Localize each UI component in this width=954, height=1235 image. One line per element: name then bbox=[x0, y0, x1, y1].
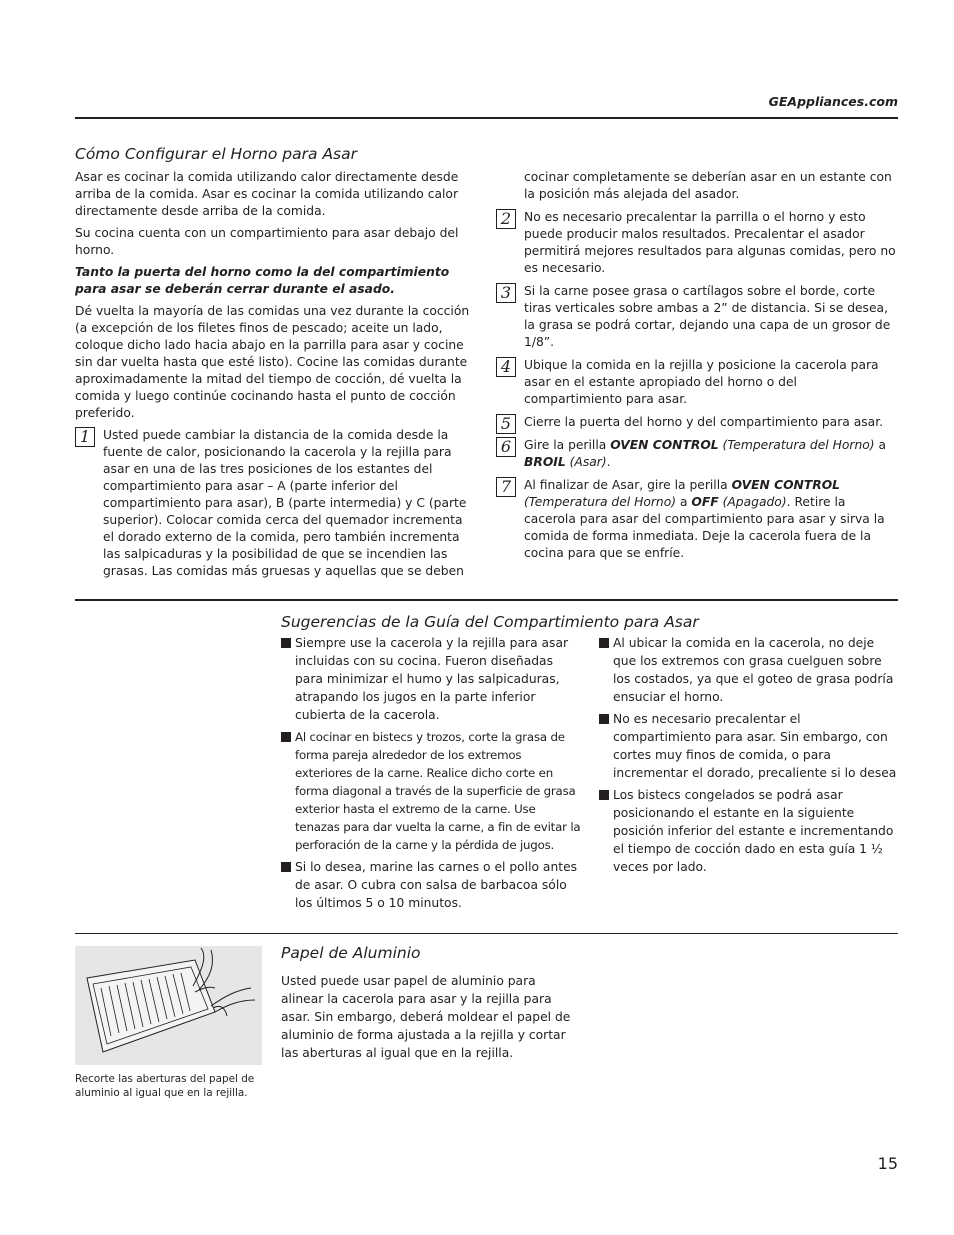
bullet-square-icon bbox=[281, 638, 291, 648]
step-3 bbox=[496, 283, 898, 351]
bullet-square-icon bbox=[599, 714, 609, 724]
step-text: Ubique la comida en la rejilla y posicione la cacerola para asar en el estante apropiado del horno o del compartimiento para asar. bbox=[524, 358, 879, 406]
setting-name: OFF bbox=[691, 495, 719, 509]
tip-item: Al ubicar la comida en la cacerola, no deje que los extremos con grasa cuelguen sobre los costados, ya que el goteo de grasa podría ensuciar el horno. bbox=[599, 634, 898, 706]
step-2 bbox=[496, 209, 898, 277]
foil-figure bbox=[75, 946, 262, 1065]
section-divider-thin bbox=[75, 933, 898, 934]
foil-pan-illustration-icon bbox=[75, 946, 262, 1065]
page-number: 15 bbox=[877, 1154, 898, 1173]
step-1-continued bbox=[496, 169, 898, 203]
step-text: No es necesario precalentar la parrilla o el horno y esto puede producir malos resultados. Precalentar el asador permitirá mejores resultados para algunas comidas, pero no es necesario. bbox=[524, 210, 896, 275]
step-number-icon: 1 bbox=[75, 427, 95, 447]
compartment-paragraph: Su cocina cuenta con un compartimiento para asar debajo del horno. bbox=[75, 226, 459, 257]
tips-right-column bbox=[599, 634, 898, 880]
step-number-icon: 7 bbox=[496, 477, 516, 497]
door-warning: Tanto la puerta del horno como la del compartimiento para asar se deberán cerrar durante el asado. bbox=[75, 265, 450, 296]
tips-left-column bbox=[281, 634, 581, 916]
broil-right-column bbox=[496, 169, 898, 568]
step-number-icon: 5 bbox=[496, 414, 516, 434]
step-7: 7 Al finalizar de Asar, gire la perilla OVEN CONTROL (Temperatura del Horno) a OFF (Apagado). Retire la cacerola para asar del compartimiento para asar y sirva la comida de forma inmediata. Deje la cacerola fuera de la cocina para que se enfríe. bbox=[496, 477, 898, 562]
section-title-broiling-tips: Sugerencias de la Guía del Compartimiento para Asar bbox=[281, 613, 699, 631]
figure-caption: Recorte las aberturas del papel de aluminio al igual que en la rejilla. bbox=[75, 1073, 255, 1099]
section-divider bbox=[75, 599, 898, 601]
step-text: Si la carne posee grasa o cartílagos sobre el borde, corte tiras verticales sobre ambas a 2” de distancia. Si se desea, la grasa se podrá cortar, dejando una capa de un grosor de 1/8”. bbox=[524, 284, 891, 349]
step-6: 6 Gire la perilla OVEN CONTROL (Temperatura del Horno) a BROIL (Asar). bbox=[496, 437, 898, 471]
step-4 bbox=[496, 357, 898, 408]
step-number-icon: 6 bbox=[496, 437, 516, 457]
intro-paragraph: Asar es cocinar la comida utilizando calor directamente desde arriba de la comida. Asar es cocinar la comida utilizando calor directamente desde arriba de la comida. bbox=[75, 170, 459, 218]
broil-left-column bbox=[75, 169, 475, 586]
tip-item: Los bistecs congelados se podrá asar posicionando el estante en la siguiente posición inferior del estante e incrementando el tiempo de cocción dado en esta guía 1 ½ veces por lado. bbox=[599, 786, 898, 876]
tip-item: No es necesario precalentar el compartimiento para asar. Sin embargo, con cortes muy finos de comida, o para incrementar el dorado, precaliente si lo desea bbox=[599, 710, 898, 782]
header-rule bbox=[75, 117, 898, 119]
section-title-broil-setup: Cómo Configurar el Horno para Asar bbox=[75, 145, 357, 163]
step-5 bbox=[496, 414, 898, 431]
section-title-aluminum-foil: Papel de Aluminio bbox=[281, 944, 421, 962]
knob-name: OVEN CONTROL bbox=[610, 438, 719, 452]
bullet-square-icon bbox=[281, 862, 291, 872]
step-text: Cierre la puerta del horno y del compartimiento para asar. bbox=[524, 415, 884, 429]
turning-paragraph: Dé vuelta la mayoría de las comidas una vez durante la cocción (a excepción de los filetes finos de pescado; aceite un lado, coloque dicho lado hacia abajo en la parrilla para asar y cocine sin dar vuelta hasta que esté listo). Cocine las comidas durante aproximadamente la mitad del tiempo de cocción, dé vuelta la comida y luego continúe cocinando hasta el punto de cocción preferido. bbox=[75, 304, 470, 420]
step-text: cocinar completamente se deberían asar en un estante con la posición más alejada del asador. bbox=[524, 170, 892, 201]
tip-item: Siempre use la cacerola y la rejilla para asar incluidas con su cocina. Fueron diseñadas para minimizar el humo y las salpicaduras, atrapando los jugos en la parte inferior cubierta de la cacerola. bbox=[281, 634, 581, 724]
step-number-icon: 3 bbox=[496, 283, 516, 303]
step-1 bbox=[75, 427, 475, 580]
step-number-icon: 2 bbox=[496, 209, 516, 229]
step-number-icon: 4 bbox=[496, 357, 516, 377]
tip-item: Al cocinar en bistecs y trozos, corte la grasa de forma pareja alrededor de los extremos exteriores de la carne. Realice dicho corte en forma diagonal a través de la superficie de grasa exterior hasta el extremo de la carne. Use tenazas para dar vuelta la carne, a fin de evitar la perforación de la carne y la pérdida de jugos. bbox=[281, 728, 581, 854]
tip-item: Si lo desea, marine las carnes o el pollo antes de asar. O cubra con salsa de barbacoa sólo los últimos 5 o 10 minutos. bbox=[281, 858, 581, 912]
knob-name: OVEN CONTROL bbox=[731, 478, 840, 492]
bullet-square-icon bbox=[281, 732, 291, 742]
site-url: GEAppliances.com bbox=[768, 94, 898, 109]
step-text: Usted puede cambiar la distancia de la comida desde la fuente de calor, posicionando la cacerola y la rejilla para asar en una de las tres posiciones de los estantes del compartimiento para asar – A (parte inferior del compartimiento para asar), B (parte intermedia) y C (parte superior). Colocar comida cerca del quemador incrementa el dorado externo de la comida, pero también incrementa las salpicaduras y la posibilidad de que se incendien las grasas. Las comidas más gruesas y aquellas que se deben bbox=[103, 428, 467, 578]
setting-name: BROIL bbox=[524, 455, 566, 469]
foil-paragraph: Usted puede usar papel de aluminio para alinear la cacerola para asar y la rejilla para asar. Sin embargo, deberá moldear el papel de aluminio de forma ajustada a la rejilla y cortar las aberturas al igual que en la rejilla. bbox=[281, 974, 571, 1060]
bullet-square-icon bbox=[599, 638, 609, 648]
bullet-square-icon bbox=[599, 790, 609, 800]
